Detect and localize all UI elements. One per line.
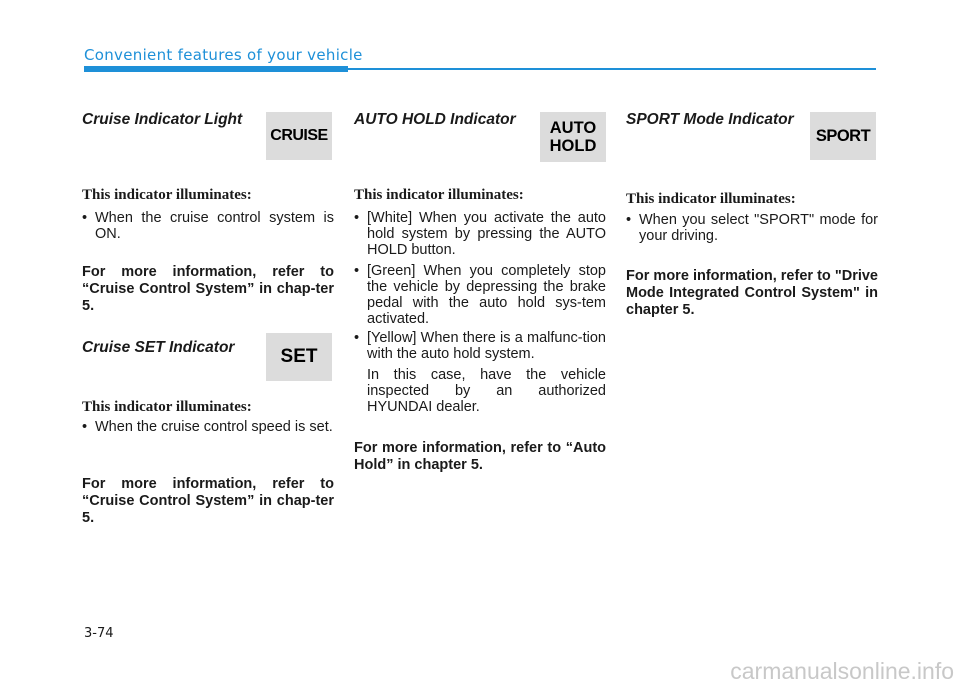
bullet-item: • [Green] When you completely stop the vehicle by depressing the brake pedal with the auto hold sys-tem activated.	[354, 263, 606, 327]
bullet-item: • When the cruise control speed is set.	[82, 419, 334, 435]
bullet-item: • When the cruise control system is ON.	[82, 210, 334, 242]
header-title: Convenient features of your vehicle	[84, 46, 363, 64]
section-title: Cruise Indicator Light	[82, 111, 243, 128]
reference-text: For more information, refer to "Drive Mode Integrated Control System" in chapter 5.	[626, 268, 878, 318]
bullet-item: • [White] When you activate the auto hold system by pressing the AUTO HOLD button.	[354, 210, 606, 258]
set-indicator-icon: SET	[266, 333, 332, 381]
section-title: SPORT Mode Indicator	[626, 111, 794, 128]
cruise-indicator-icon: CRUISE	[266, 112, 332, 160]
page-number: 3-74	[84, 626, 114, 641]
watermark: carmanualsonline.info	[730, 658, 954, 684]
bullet-item: • [Yellow] When there is a malfunc-tion with the auto hold system.	[354, 330, 606, 362]
sport-indicator-icon: SPORT	[810, 112, 876, 160]
indicator-lead: This indicator illuminates:	[626, 191, 796, 207]
indicator-lead: This indicator illuminates:	[354, 187, 524, 203]
reference-text: For more information, refer to “Auto Hold” in chapter 5.	[354, 440, 606, 473]
auto-hold-indicator-icon: AUTO HOLD	[540, 112, 606, 162]
bullet-item: • When you select "SPORT" mode for your driving.	[626, 212, 878, 244]
header-rule	[348, 68, 876, 70]
section-title: AUTO HOLD Indicator	[354, 111, 516, 128]
reference-text: For more information, refer to “Cruise Control System” in chap-ter 5.	[82, 476, 334, 526]
indicator-lead: This indicator illuminates:	[82, 399, 252, 415]
note-text: In this case, have the vehicle inspected by an authorized HYUNDAI dealer.	[367, 367, 606, 415]
reference-text: For more information, refer to “Cruise Control System” in chap-ter 5.	[82, 264, 334, 314]
indicator-lead: This indicator illuminates:	[82, 187, 252, 203]
header-rule-accent	[84, 66, 348, 72]
section-title: Cruise SET Indicator	[82, 339, 235, 356]
